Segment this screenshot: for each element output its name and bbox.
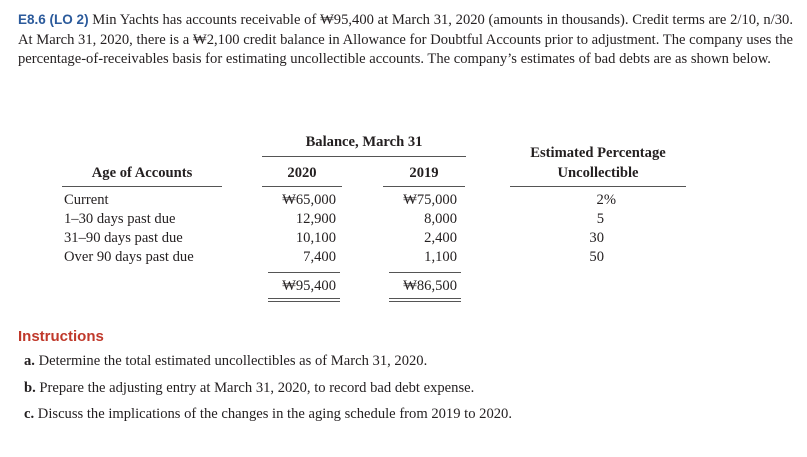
total-2020-double-rule-1 [268,298,340,299]
row-age: Over 90 days past due [64,249,194,265]
total-2020-double-rule-2 [268,301,340,302]
total-2019-double-rule-2 [389,301,461,302]
row-2019: 1,100 [424,249,457,265]
instruction-label: b. [24,380,36,396]
pct-header-line2: Uncollectible [557,165,639,181]
row-2020: 7,400 [303,249,336,265]
group-header: Balance, March 31 [305,134,423,150]
row-pct: 5 [596,211,604,227]
problem-text: Min Yachts has accounts receivable of ₩95,400 at March 31, 2020 (amounts in thousands). Credit terms are 2/10, n/30. At March 31, 2020, there is a ₩2,100 credit balance in Allowance for Doubtful Accounts prior to adjustment. The company uses the percentage-of-receivables basis for estimating uncollectible accounts. The company’s estimates of bad debts are as shown below. [18,12,793,67]
row-2019: ₩75,000 [403,192,457,208]
row-age: 1–30 days past due [64,211,176,227]
pct-header-rule [510,186,686,187]
year-2019-header: 2019 [409,165,439,181]
learning-objective: (LO 2) [49,12,89,27]
instruction-text: Prepare the adjusting entry at March 31, 2020, to record bad debt expense. [39,380,475,396]
row-2019: 8,000 [424,211,457,227]
instruction-text: Determine the total estimated uncollectibles as of March 31, 2020. [38,353,428,369]
row-pct: 50 [589,249,604,265]
age-header: Age of Accounts [91,165,193,181]
total-2020: ₩95,400 [282,278,336,294]
total-2020-top-rule [268,272,340,273]
instructions-title: Instructions [18,328,104,345]
year-2020-header: 2020 [287,165,317,181]
problem-statement [18,10,793,70]
instruction-item-b [24,380,474,397]
instruction-text: Discuss the implications of the changes in the aging schedule from 2019 to 2020. [37,406,513,422]
year-2019-header-rule [383,186,465,187]
row-age: 31–90 days past due [64,230,183,246]
row-2020: 12,900 [295,211,336,227]
instruction-label: a. [24,353,35,369]
instruction-label: c. [24,406,35,422]
row-pct: 2% [596,192,616,208]
year-2020-header-rule [262,186,342,187]
pct-header-line1: Estimated Percentage [530,145,666,161]
row-pct: 30 [589,230,604,246]
total-2019-double-rule-1 [389,298,461,299]
row-2020: ₩65,000 [282,192,336,208]
age-header-rule [62,186,222,187]
instruction-item-a [24,353,427,370]
instruction-item-c [24,406,512,423]
row-2020: 10,100 [295,230,336,246]
row-2019: 2,400 [424,230,457,246]
total-2019: ₩86,500 [403,278,457,294]
exercise-code: E8.6 [18,12,46,27]
total-2019-top-rule [389,272,461,273]
group-header-rule [262,156,466,157]
row-age: Current [64,192,109,208]
